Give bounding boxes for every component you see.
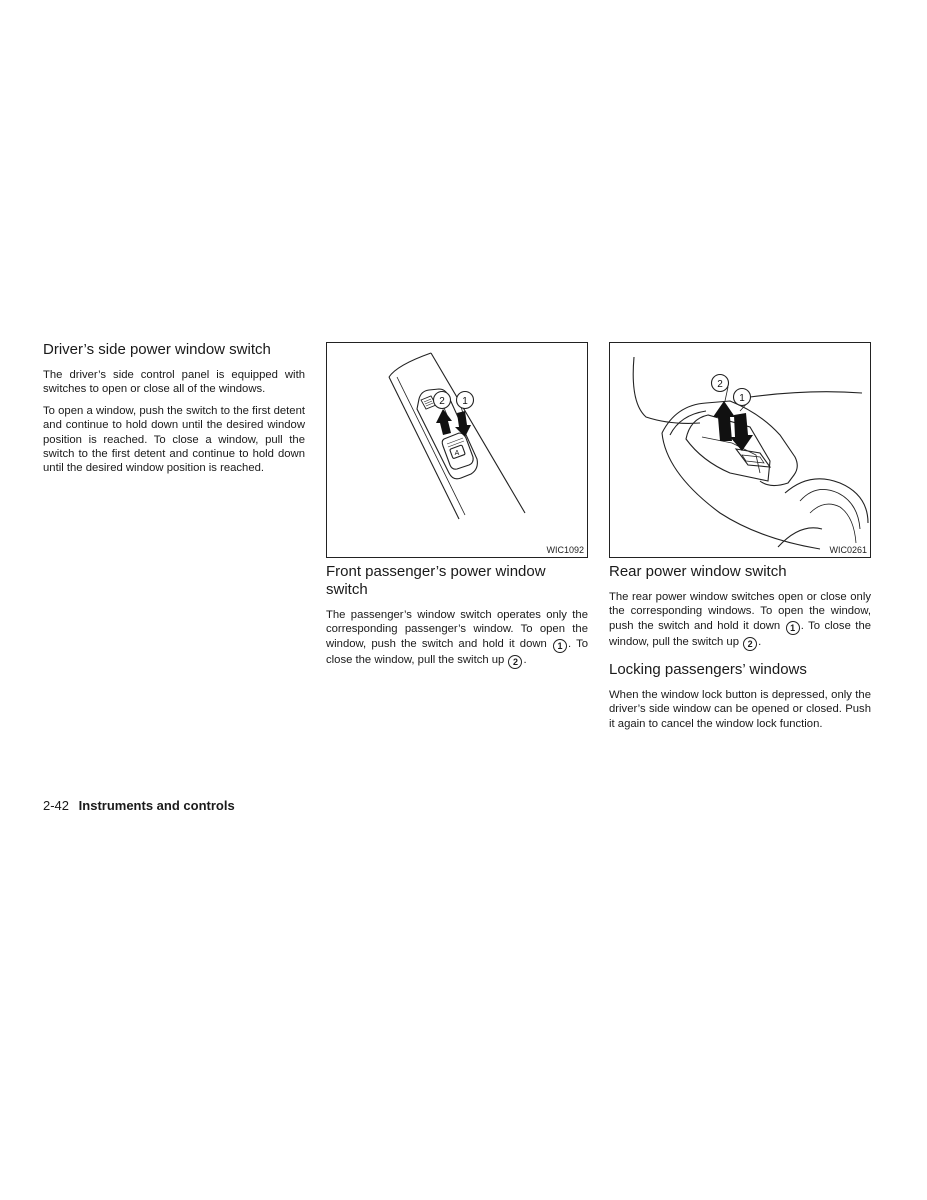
page-footer bbox=[43, 798, 235, 814]
front-passenger-section bbox=[326, 563, 588, 676]
front-switch-illustration bbox=[327, 343, 587, 557]
ref-2-circle: 2 bbox=[743, 637, 757, 651]
section-heading: Front passenger’s power window switch bbox=[326, 563, 546, 598]
callout-2: 2 bbox=[439, 396, 445, 407]
section-title: Instruments and controls bbox=[78, 798, 235, 813]
figure-id: WIC1092 bbox=[546, 545, 584, 555]
paragraph: The rear power window switches open or close only the corresponding windows. To open the window, push the switch and hold it down 1 . To close the window, pull the switch up 2 . bbox=[609, 591, 872, 649]
figure-id: WIC0261 bbox=[829, 545, 867, 555]
lock-label: A bbox=[454, 450, 460, 457]
arrow-down-icon bbox=[730, 413, 753, 451]
ref-2-circle: 2 bbox=[508, 655, 522, 669]
paragraph: When the window lock button is depressed, only the driver’s side window can be opened or closed. Push it again to cancel the window lock function. bbox=[609, 688, 871, 730]
rear-switch-illustration bbox=[610, 343, 870, 557]
arrow-up-icon bbox=[436, 409, 452, 435]
callout-2: 2 bbox=[717, 379, 723, 390]
ref-1-circle: 1 bbox=[553, 639, 567, 653]
section-heading: Rear power window switch bbox=[609, 563, 787, 580]
figure-front-passenger-switch bbox=[326, 342, 588, 558]
arrow-up-icon bbox=[713, 401, 735, 441]
rear-switch-section bbox=[609, 563, 871, 738]
paragraph: To open a window, push the switch to the first detent and continue to hold down until the desired window position is reached. To close a window, pull the switch to the first detent and continue to hold down until the desired window position is reached. bbox=[43, 404, 305, 475]
callout-1: 1 bbox=[739, 393, 745, 404]
callout-1: 1 bbox=[462, 396, 468, 407]
figure-rear-switch bbox=[609, 342, 871, 558]
paragraph: The driver’s side control panel is equipped with switches to open or close all of the windows. bbox=[43, 369, 305, 396]
section-heading: Driver’s side power window switch bbox=[43, 341, 271, 358]
page-number: 2-42 bbox=[43, 798, 70, 813]
driver-switch-section bbox=[43, 341, 305, 483]
section-heading: Locking passengers’ windows bbox=[609, 660, 807, 678]
paragraph: The passenger’s window switch operates only the corresponding passenger’s window. To open the window, push the switch and hold it down 1 . To close the window, pull the switch up 2 . bbox=[326, 609, 588, 667]
ref-1-circle: 1 bbox=[786, 621, 800, 635]
